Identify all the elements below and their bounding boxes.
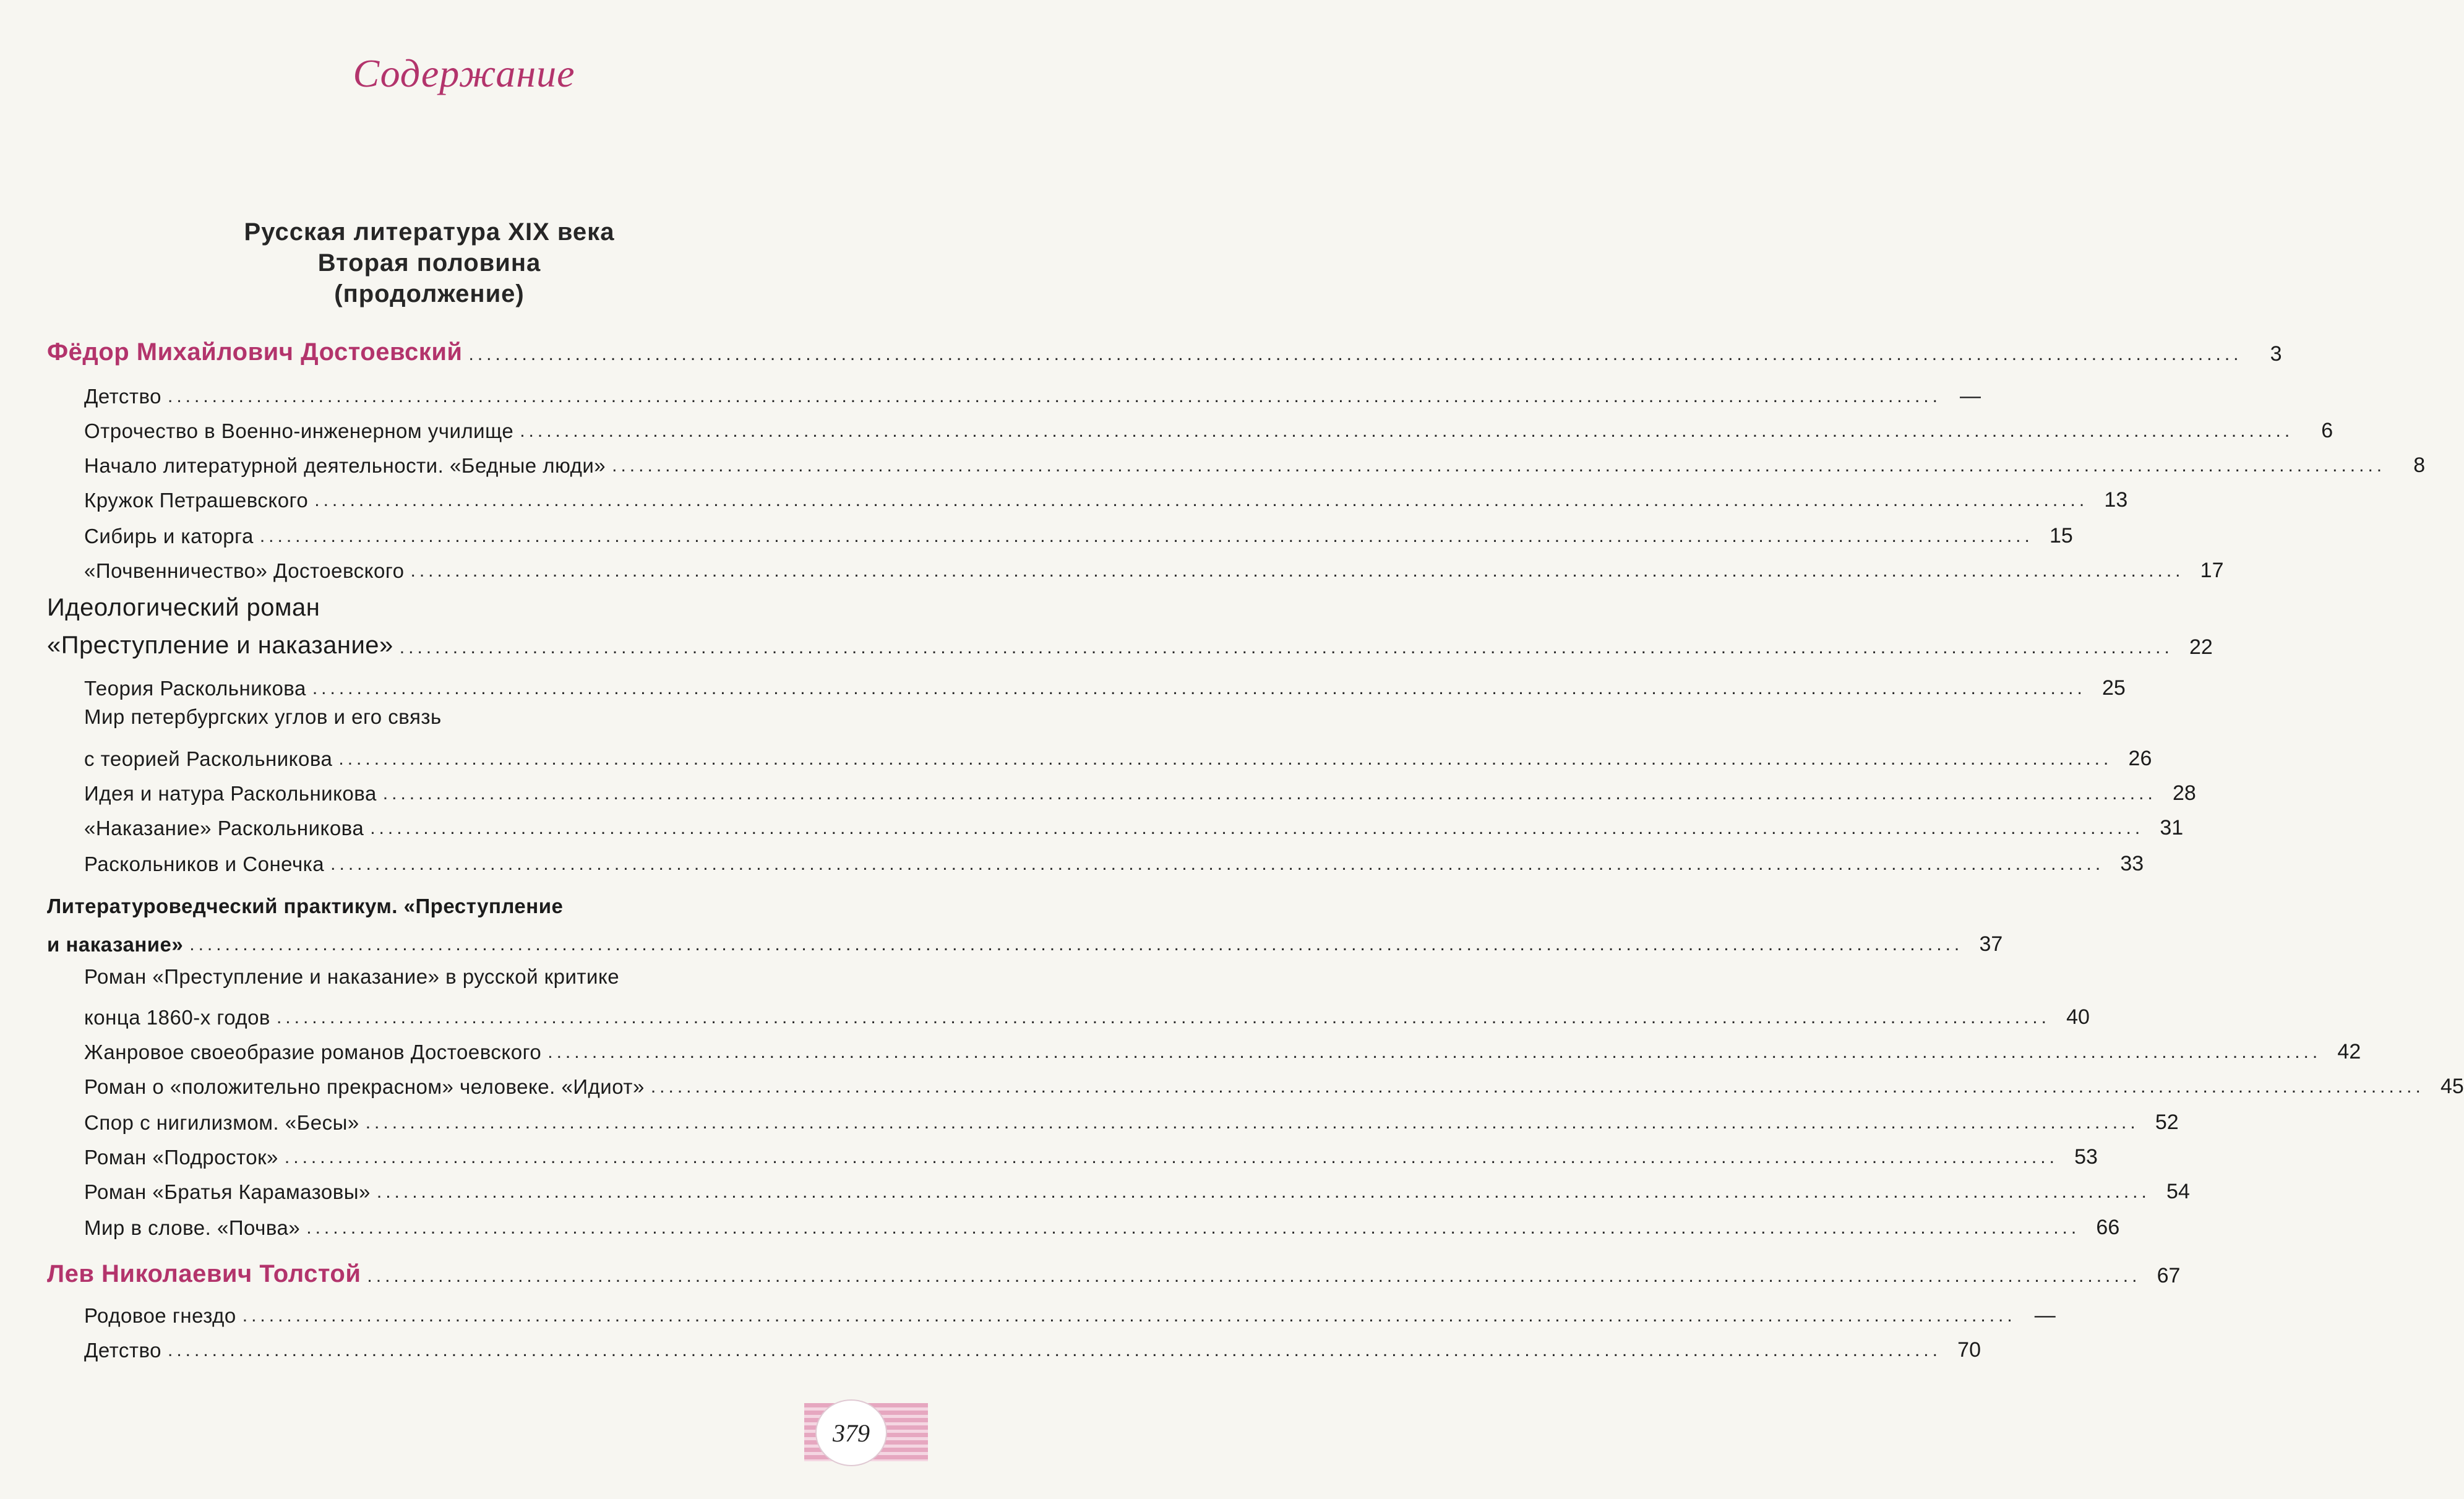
toc-leader: ........................................................................................................................................................................................................ bbox=[259, 526, 2033, 546]
toc-entry[interactable] bbox=[0, 805, 2184, 840]
toc-leader: ........................................................................................................................................................................................................ bbox=[370, 818, 2144, 838]
toc-leader: ........................................................................................................................................................................................................ bbox=[312, 678, 2086, 698]
toc-label: и наказание» bbox=[47, 933, 184, 956]
toc-leader: ........................................................................................................................................................................................................ bbox=[284, 1147, 2058, 1167]
toc-label: Роман «Братья Карамазовы» bbox=[84, 1180, 371, 1203]
toc-entry-line-1: Роман «Преступление и наказание» в русской критике bbox=[84, 965, 620, 988]
section-heading-line-1: Русская литература XIX века bbox=[244, 218, 615, 246]
toc-leader: ........................................................................................................................................................................................................ bbox=[520, 421, 2294, 441]
toc-leader: ........................................................................................................................................................................................................ bbox=[468, 344, 2243, 364]
toc-leader: ........................................................................................................................................................................................................ bbox=[399, 637, 2173, 658]
toc-page: 28 bbox=[2172, 781, 2196, 805]
toc-leader: ........................................................................................................................................................................................................ bbox=[367, 1266, 2141, 1286]
toc-page: 45 bbox=[2440, 1075, 2464, 1098]
toc-label: с теорией Раскольникова bbox=[84, 747, 333, 770]
toc-page: 6 bbox=[2321, 419, 2333, 442]
toc-entry[interactable] bbox=[0, 513, 2073, 548]
toc-page: 25 bbox=[2102, 676, 2126, 700]
toc-page: 17 bbox=[2200, 559, 2224, 582]
toc-label: Детство bbox=[84, 1339, 161, 1362]
toc-label: «Преступление и наказание» bbox=[47, 632, 393, 659]
toc-leader: ........................................................................................................................................................................................................ bbox=[547, 1042, 2322, 1062]
page-title: Содержание bbox=[353, 51, 575, 95]
toc-leader: ........................................................................................................................................................................................................ bbox=[365, 1112, 2139, 1133]
toc-entry[interactable] bbox=[0, 1205, 2120, 1240]
toc-entry[interactable] bbox=[0, 478, 2128, 512]
toc-label: «Наказание» Раскольникова bbox=[84, 817, 364, 840]
toc-author-dostoevsky[interactable] bbox=[0, 332, 2282, 366]
section-heading bbox=[0, 217, 859, 309]
toc-author-tolstoy[interactable] bbox=[0, 1253, 2181, 1288]
toc-entry[interactable] bbox=[0, 1135, 2098, 1169]
toc-entry[interactable] bbox=[0, 1029, 2361, 1064]
toc-label: Роман «Подросток» bbox=[84, 1146, 278, 1169]
toc-page: 37 bbox=[1979, 932, 2003, 956]
toc-entry[interactable] bbox=[0, 1169, 2190, 1204]
toc-entry[interactable] bbox=[0, 1064, 2464, 1099]
toc-label: Фёдор Михайлович Достоевский bbox=[47, 338, 463, 366]
toc-leader: ........................................................................................................................................................................................................ bbox=[410, 561, 2184, 581]
toc-leader: ........................................................................................................................................................................................................ bbox=[189, 934, 1964, 955]
toc-label: конца 1860-х годов bbox=[84, 1006, 270, 1029]
toc-label: Роман о «положительно прекрасном» человеке. «Идиот» bbox=[84, 1075, 645, 1098]
toc-entry-line-1: Мир петербургских углов и его связь bbox=[84, 705, 442, 728]
toc-page: 13 bbox=[2104, 488, 2128, 512]
toc-label: Родовое гнездо bbox=[84, 1304, 236, 1327]
toc-page: 54 bbox=[2166, 1180, 2190, 1203]
toc-page: 33 bbox=[2120, 852, 2144, 875]
toc-entry[interactable] bbox=[0, 841, 2144, 876]
toc-entry[interactable] bbox=[0, 1328, 1981, 1362]
toc-entry[interactable] bbox=[0, 1293, 2056, 1328]
toc-leader: ........................................................................................................................................................................................................ bbox=[242, 1305, 2016, 1326]
toc-leader: ........................................................................................................................................................................................................ bbox=[167, 386, 1941, 406]
toc-page: 26 bbox=[2128, 747, 2152, 770]
toc-entry[interactable] bbox=[0, 736, 2152, 771]
toc-leader: ........................................................................................................................................................................................................ bbox=[382, 783, 2157, 804]
toc-page: 22 bbox=[2189, 635, 2213, 659]
toc-label: Теория Раскольникова bbox=[84, 677, 306, 700]
toc-leader: ........................................................................................................................................................................................................ bbox=[650, 1076, 2424, 1097]
toc-label: Спор с нигилизмом. «Бесы» bbox=[84, 1111, 359, 1134]
toc-leader: ........................................................................................................................................................................................................ bbox=[330, 854, 2105, 874]
toc-leader: ........................................................................................................................................................................................................ bbox=[314, 490, 2088, 510]
toc-leader: ........................................................................................................................................................................................................ bbox=[612, 455, 2386, 476]
toc-label: Мир в слове. «Почва» bbox=[84, 1216, 301, 1239]
toc-page: 31 bbox=[2160, 816, 2184, 840]
toc-page: 66 bbox=[2096, 1216, 2120, 1239]
section-heading-line-2: Вторая половина bbox=[317, 249, 541, 277]
toc-chapter-line-1: Идеологический роман bbox=[47, 594, 320, 621]
toc-label: Раскольников и Сонечка bbox=[84, 853, 325, 875]
toc-leader: ........................................................................................................................................................................................................ bbox=[276, 1007, 2050, 1028]
toc-page: 70 bbox=[1957, 1338, 1981, 1362]
page-number: 379 bbox=[815, 1399, 887, 1466]
toc-page: 40 bbox=[2066, 1005, 2090, 1029]
toc-entry[interactable] bbox=[0, 374, 1981, 408]
toc-label: Начало литературной деятельности. «Бедные люди» bbox=[84, 454, 606, 477]
toc-label: «Почвенничество» Достоевского bbox=[84, 559, 405, 582]
toc-practicum[interactable] bbox=[0, 922, 2003, 956]
toc-entry[interactable] bbox=[0, 666, 2126, 700]
toc-page: 53 bbox=[2074, 1145, 2098, 1169]
toc-entry[interactable] bbox=[0, 995, 2090, 1029]
toc-label: Отрочество в Военно-инженерном училище bbox=[84, 419, 514, 442]
toc-page: — bbox=[2034, 1304, 2056, 1327]
toc-page: 8 bbox=[2413, 453, 2426, 477]
toc-page: 3 bbox=[2270, 342, 2282, 366]
toc-leader: ........................................................................................................................................................................................................ bbox=[338, 749, 2113, 769]
toc-page: 52 bbox=[2155, 1110, 2179, 1134]
toc-practicum-line-1: Литературоведческий практикум. «Преступление bbox=[47, 895, 564, 917]
toc-label: Жанровое своеобразие романов Достоевского bbox=[84, 1041, 542, 1063]
section-heading-line-3: (продолжение) bbox=[334, 280, 525, 307]
toc-entry[interactable] bbox=[0, 443, 2426, 478]
toc-leader: ........................................................................................................................................................................................................ bbox=[306, 1218, 2080, 1238]
toc-page: 67 bbox=[2157, 1264, 2181, 1287]
toc-leader: ........................................................................................................................................................................................................ bbox=[376, 1182, 2150, 1202]
toc-chapter-crime-and-punishment[interactable] bbox=[0, 625, 2213, 659]
toc-page: 15 bbox=[2050, 524, 2073, 548]
toc-entry[interactable] bbox=[0, 548, 2224, 583]
toc-page: 42 bbox=[2337, 1040, 2361, 1063]
toc-entry[interactable] bbox=[0, 1100, 2179, 1135]
toc-label: Кружок Петрашевского bbox=[84, 489, 309, 512]
toc-label: Сибирь и каторга bbox=[84, 525, 254, 548]
toc-label: Детство bbox=[84, 385, 161, 408]
toc-entry[interactable] bbox=[0, 771, 2196, 805]
toc-entry[interactable] bbox=[0, 408, 2333, 443]
toc-label: Лев Николаевич Толстой bbox=[47, 1260, 361, 1287]
toc-label: Идея и натура Раскольникова bbox=[84, 782, 377, 805]
toc-leader: ........................................................................................................................................................................................................ bbox=[167, 1340, 1941, 1360]
toc-page: — bbox=[1959, 384, 1981, 408]
